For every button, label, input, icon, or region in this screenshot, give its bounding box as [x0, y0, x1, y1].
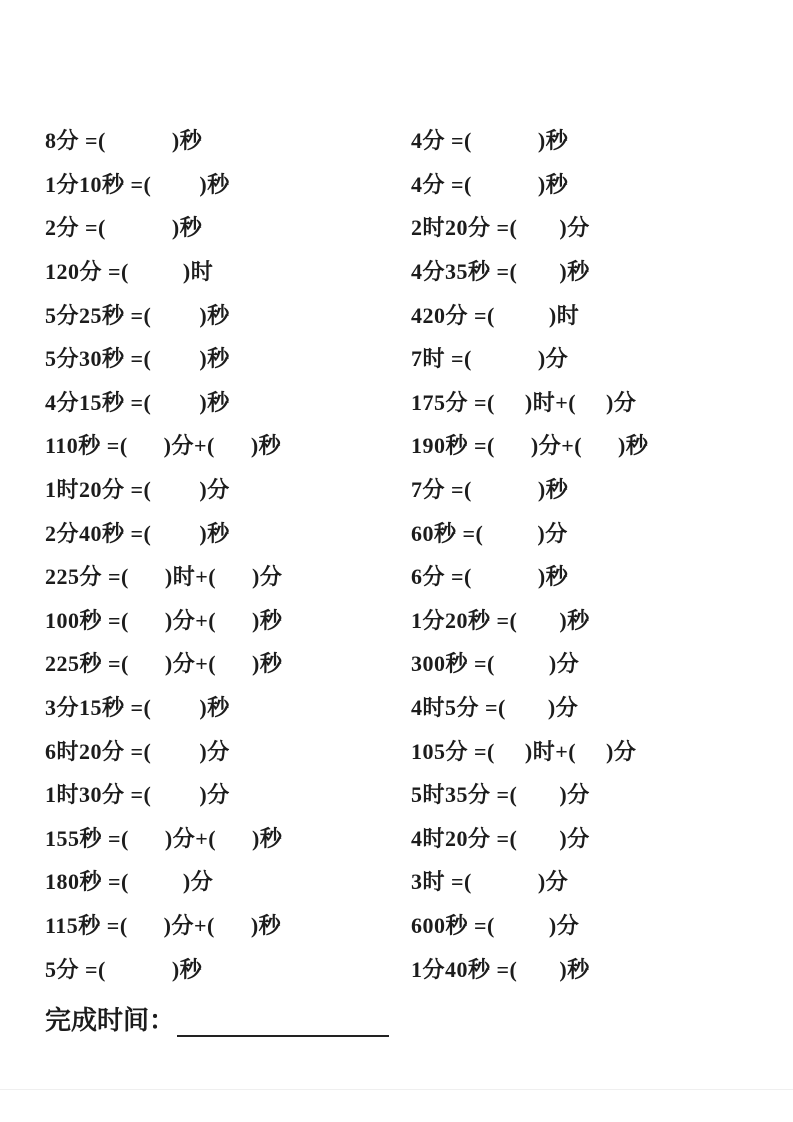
completion-time-label: 完成时间： — [45, 1006, 176, 1035]
problem-row: 6分 =( )秒 — [411, 564, 569, 590]
problem-row: 4时20分 =( )分 — [411, 825, 590, 851]
problem-row: 180秒 =( )分 — [45, 869, 214, 895]
problem-row: 5分25秒 =( )秒 — [45, 302, 230, 328]
problem-row: 8分 =( )秒 — [45, 128, 203, 154]
problem-row: 175分 =( )时+( )分 — [411, 389, 637, 415]
problem-row: 100秒 =( )分+( )秒 — [45, 607, 283, 633]
problem-row: 1分20秒 =( )秒 — [411, 607, 590, 633]
problem-row: 1时30分 =( )分 — [45, 782, 230, 808]
problem-row: 600秒 =( )分 — [411, 912, 580, 938]
problem-row: 2时20分 =( )分 — [411, 215, 590, 241]
problem-row: 225分 =( )时+( )分 — [45, 564, 283, 590]
problem-row: 420分 =( )时 — [411, 302, 580, 328]
problems-column-right — [411, 118, 648, 990]
problem-row: 4分35秒 =( )秒 — [411, 259, 590, 285]
problem-row: 7分 =( )秒 — [411, 477, 569, 503]
problem-row: 120分 =( )时 — [45, 259, 214, 285]
problem-row: 6时20分 =( )分 — [45, 738, 230, 764]
problem-row: 105分 =( )时+( )分 — [411, 738, 637, 764]
problem-row: 110秒 =( )分+( )秒 — [45, 433, 282, 459]
problem-row: 4分 =( )秒 — [411, 128, 569, 154]
problem-row: 5分30秒 =( )秒 — [45, 346, 230, 372]
problem-row: 4分15秒 =( )秒 — [45, 389, 230, 415]
problem-row: 190秒 =( )分+( )秒 — [411, 433, 649, 459]
problem-row: 1分10秒 =( )秒 — [45, 171, 230, 197]
page-edge-line — [0, 1089, 793, 1090]
problem-row: 2分40秒 =( )秒 — [45, 520, 230, 546]
problem-row: 1分40秒 =( )秒 — [411, 956, 590, 982]
problem-row: 1时20分 =( )分 — [45, 477, 230, 503]
problem-row: 5时35分 =( )分 — [411, 782, 590, 808]
problem-row: 115秒 =( )分+( )秒 — [45, 912, 282, 938]
problem-row: 225秒 =( )分+( )秒 — [45, 651, 283, 677]
problem-row: 7时 =( )分 — [411, 346, 569, 372]
problem-row: 300秒 =( )分 — [411, 651, 580, 677]
problems-column-left — [45, 118, 282, 990]
problem-row: 4时5分 =( )分 — [411, 695, 579, 721]
completion-time-row — [45, 1000, 389, 1037]
problem-row: 4分 =( )秒 — [411, 171, 569, 197]
completion-time-blank — [177, 1009, 389, 1037]
problem-row: 60秒 =( )分 — [411, 520, 568, 546]
problem-row: 155秒 =( )分+( )秒 — [45, 825, 283, 851]
problem-row: 3分15秒 =( )秒 — [45, 695, 230, 721]
problem-row: 3时 =( )分 — [411, 869, 569, 895]
problem-row: 5分 =( )秒 — [45, 956, 203, 982]
problem-row: 2分 =( )秒 — [45, 215, 203, 241]
